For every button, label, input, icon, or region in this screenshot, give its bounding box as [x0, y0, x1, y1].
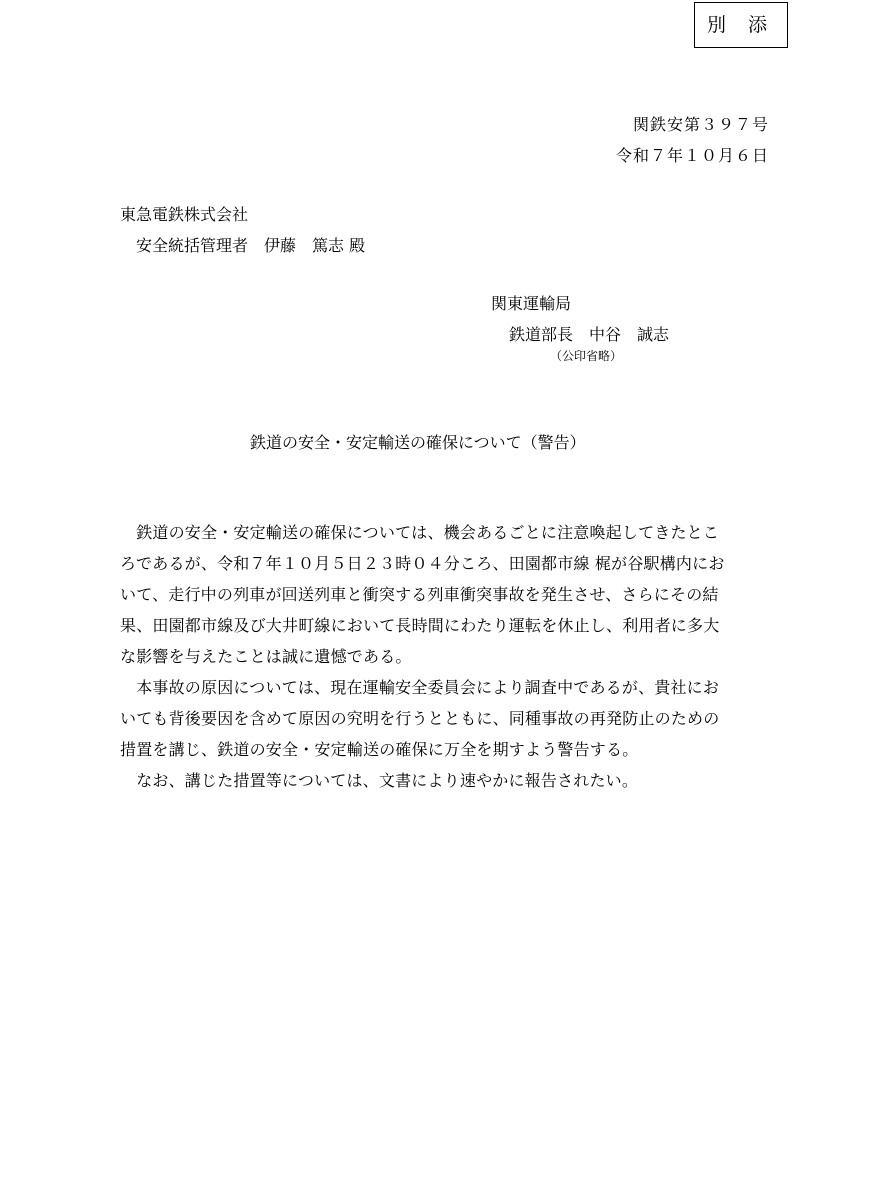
body-line: いて、走行中の列車が回送列車と衝突する列車衝突事故を発生させ、さらにその結 — [120, 585, 719, 604]
recipient-company: 東急電鉄株式会社 — [120, 205, 249, 224]
body-line: 果、田園都市線及び大井町線において長時間にわたり運転を休止し、利用者に多大 — [120, 616, 720, 635]
body-line: な影響を与えたことは誠に遺憾である。 — [120, 647, 412, 666]
sender-person: 鉄道部長 中谷 誠志 — [509, 325, 670, 344]
document-subject: 鉄道の安全・安定輸送の確保について（警告） — [250, 433, 586, 452]
body-line: ろであるが、令和７年１０月５日２３時０４分ころ、田園都市線 梶が谷駅構内にお — [120, 554, 725, 573]
body-line: 措置を講じ、鉄道の安全・安定輸送の確保に万全を期すよう警告する。 — [120, 740, 639, 759]
document-date: 令和７年１０月６日 — [615, 146, 769, 165]
seal-omitted-note: （公印省略） — [550, 349, 623, 363]
body-line: 鉄道の安全・安定輸送の確保については、機会あるごとに注意喚起してきたとこ — [120, 523, 720, 542]
body-line: 本事故の原因については、現在運輸安全委員会により調査中であるが、貴社にお — [120, 678, 720, 697]
body-text — [120, 517, 768, 796]
attachment-label: 別 添 — [694, 2, 788, 48]
body-line: いても背後要因を含めて原因の究明を行うとともに、同種事故の再発防止のための — [120, 709, 720, 728]
sender-organization: 関東運輸局 — [491, 294, 572, 313]
document-number: 関鉄安第３９７号 — [632, 115, 769, 134]
body-line: なお、講じた措置等については、文書により速やかに報告されたい。 — [120, 771, 639, 790]
recipient-person: 安全統括管理者 伊藤 篤志 殿 — [136, 236, 366, 255]
